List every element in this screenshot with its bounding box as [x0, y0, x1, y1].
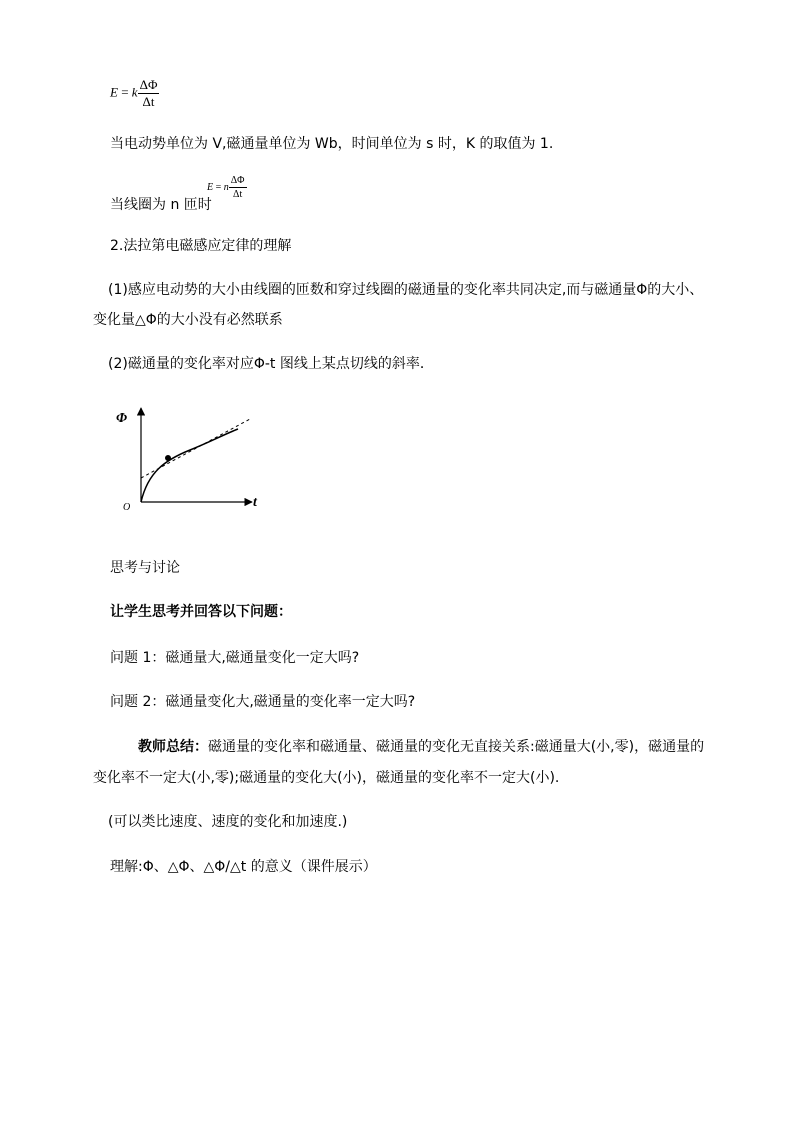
formula-emf-coef: k	[131, 84, 138, 100]
paragraph-coil: 当线圈为 n 匝时	[110, 197, 212, 213]
teacher-summary-label: 教师总结：	[138, 739, 208, 755]
y-axis-label: Φ	[116, 411, 128, 426]
teacher-summary-text: 磁通量的变化率和磁通量、磁通量的变化无直接关系:磁通量大(小,零)，磁通量的	[208, 739, 705, 755]
flux-time-graph	[110, 402, 270, 517]
x-axis-label: t	[253, 495, 257, 510]
question-2: 问题 2：磁通量变化大,磁通量的变化率一定大吗?	[110, 694, 416, 710]
formula-emf-numerator: ΔΦ	[139, 77, 158, 92]
heading-understanding: 2.法拉第电磁感应定律的理解	[110, 238, 292, 254]
formula-n-denominator: Δt	[233, 189, 243, 200]
flux-curve	[141, 429, 238, 502]
paragraph-units: 当电动势单位为 V,磁通量单位为 Wb，时间单位为 s 时，K 的取值为 1.	[110, 136, 554, 152]
formula-emf-lhs: E	[110, 84, 118, 100]
formula-emf-n-turns	[207, 175, 247, 200]
formula-n-coef: n	[223, 181, 229, 193]
formula-n-eq: =	[215, 181, 222, 193]
discussion-title: 思考与讨论	[110, 560, 180, 576]
formula-emf-denominator: Δt	[142, 94, 155, 109]
paragraph-point1-line1: (1)感应电动势的大小由线圈的匝数和穿过线圈的磁通量的变化率共同决定,而与磁通量Φ的大小、	[108, 282, 704, 298]
teacher-summary-line2: 变化率不一定大(小,零);磁通量的变化大(小)，磁通量的变化率不一定大(小).	[93, 770, 560, 786]
tangent-point	[165, 455, 171, 461]
origin-label: O	[123, 502, 131, 513]
discussion-prompt: 让学生思考并回答以下问题：	[110, 604, 292, 620]
formula-n-numerator: ΔΦ	[230, 175, 245, 186]
formula-n-lhs: E	[207, 181, 214, 193]
paragraph-point1-line2: 变化量△Φ的大小没有必然联系	[93, 312, 283, 328]
formula-n-fraction	[229, 175, 247, 200]
formula-emf-eq: =	[121, 84, 129, 100]
formula-emf	[110, 78, 159, 109]
formula-emf-fraction	[138, 78, 160, 109]
teacher-summary-line1	[138, 736, 704, 756]
question-1: 问题 1：磁通量大,磁通量变化一定大吗?	[110, 650, 360, 666]
analogy-note: (可以类比速度、速度的变化和加速度.)	[108, 814, 348, 830]
understanding-line: 理解:Φ、△Φ、△Φ/△t 的意义（课件展示）	[110, 859, 377, 875]
tangent-line	[141, 419, 250, 478]
paragraph-point2: (2)磁通量的变化率对应Φ-t 图线上某点切线的斜率．	[108, 356, 434, 372]
